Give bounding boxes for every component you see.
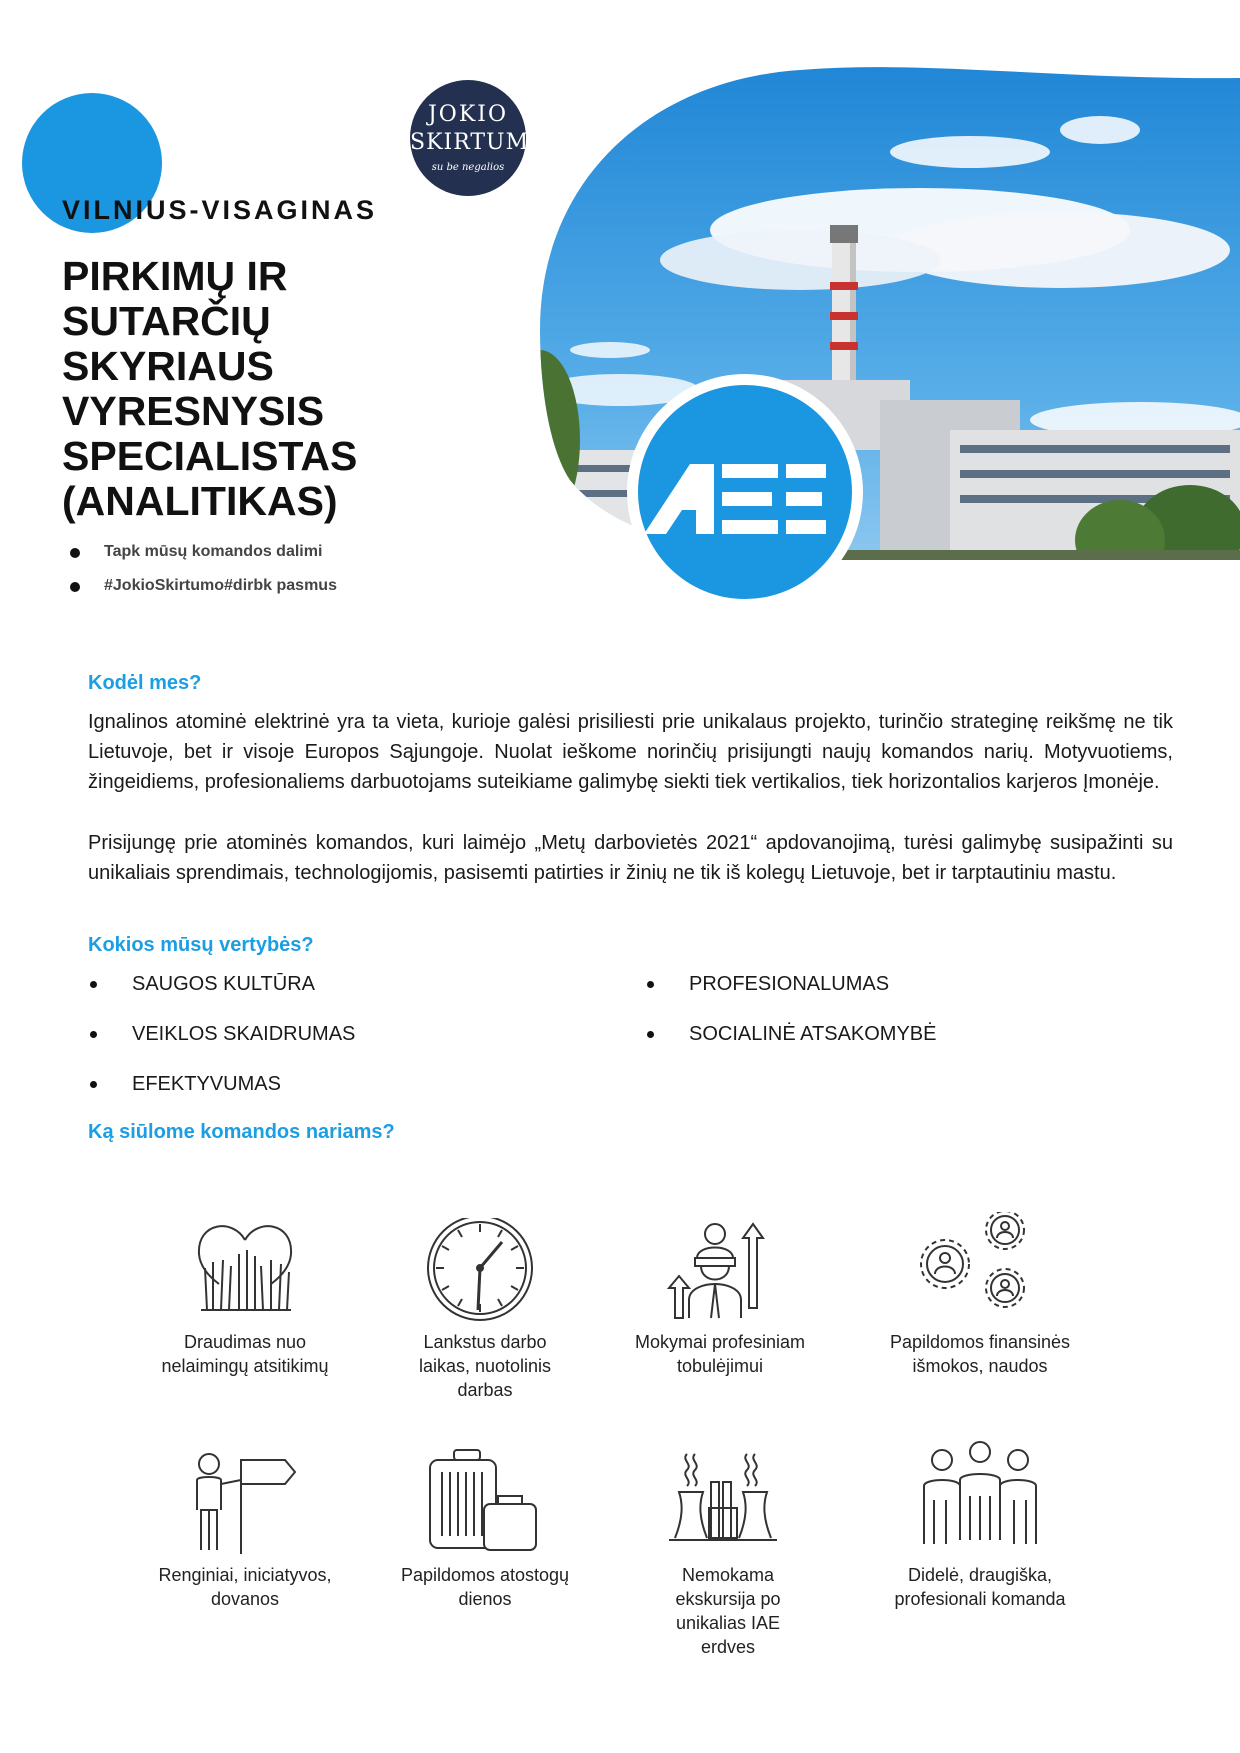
why-us-heading: Kodėl mes?	[88, 672, 202, 694]
luggage-icon	[420, 1448, 540, 1558]
power-plant-icon	[665, 1448, 785, 1558]
benefit-label: Renginiai, iniciatyvos, dovanos	[158, 1565, 332, 1609]
benefit-label: Papildomos finansinės išmokos, naudos	[889, 1332, 1071, 1376]
value-item: VEIKLOS SKAIDRUMAS	[88, 1022, 355, 1072]
benefit-label: Mokymai profesiniam tobulėjimui	[634, 1332, 806, 1376]
helping-hands-icon	[185, 1218, 305, 1328]
header-bullet: #JokioSkirtumo#dirbk pasmus	[68, 576, 337, 610]
gears-people-icon	[915, 1212, 1035, 1322]
person-sign-icon	[185, 1450, 305, 1560]
offer-heading: Ką siūlome komandos nariams?	[88, 1121, 395, 1143]
power-plant-photo	[500, 60, 1240, 620]
values-heading: Kokios mūsų vertybės?	[88, 934, 314, 956]
values-list-left	[88, 972, 355, 1122]
values-list-right	[645, 972, 936, 1072]
team-icon	[920, 1440, 1040, 1550]
benefit-label: Draudimas nuo nelaimingų atsitikimų	[161, 1332, 329, 1376]
why-us-paragraph-2: Prisijungę prie atominės komandos, kuri laimėjo „Metų darbovietės 2021“ apdovanojimą, turėsi galimybę susipažinti su unikaliais sprendimais, technologijomis, pasisemti patirties ir žinių ne tik iš kolegų Lietuvoje, bet ir tarptautiniu mastu.	[88, 832, 1173, 884]
why-us-paragraph-1: Ignalinos atominė elektrinė yra ta vieta, kurioje galėsi prisiliesti prie unikalaus projekto, turinčio strateginę reikšmę ne tik Lietuvoje, bet ir visoje Europos Sąjungoje. Nuolat ieškome norinčių prisijungti naujų komandos narių. Motyvuotiems, žingeidiems, profesionaliems darbuotojams suteikiame galimybę siekti tiek vertikalios, tiek horizontalios karjeros Įmonėje.	[88, 711, 1173, 793]
benefit-label: Didelė, draugiška, profesionali komanda	[894, 1565, 1066, 1609]
header-bullets	[68, 542, 337, 610]
benefit-label: Nemokama ekskursija po unikalias IAE erdves	[675, 1565, 781, 1657]
benefit-label: Papildomos atostogų dienos	[400, 1565, 570, 1609]
jokio-skirtumo-logo: JOKIO SKIRTUMO su be negalios	[410, 80, 526, 196]
value-item: SAUGOS KULTŪRA	[88, 972, 355, 1022]
clock-icon	[420, 1218, 540, 1328]
benefit-label: Lankstus darbo laikas, nuotolinis darbas	[418, 1332, 552, 1400]
value-item: EFEKTYVUMAS	[88, 1072, 355, 1122]
value-item: PROFESIONALUMAS	[645, 972, 936, 1022]
location-label: VILNIUS-VISAGINAS	[62, 195, 378, 225]
header-bullet: Tapk mūsų komandos dalimi	[68, 542, 337, 576]
value-item: SOCIALINĖ ATSAKOMYBĖ	[645, 1022, 936, 1072]
job-title: PIRKIMŲ IR SUTARČIŲ SKYRIAUS VYRESNYSIS SPECIALISTAS (ANALITIKAS)	[62, 253, 358, 524]
growth-person-icon	[665, 1218, 785, 1328]
